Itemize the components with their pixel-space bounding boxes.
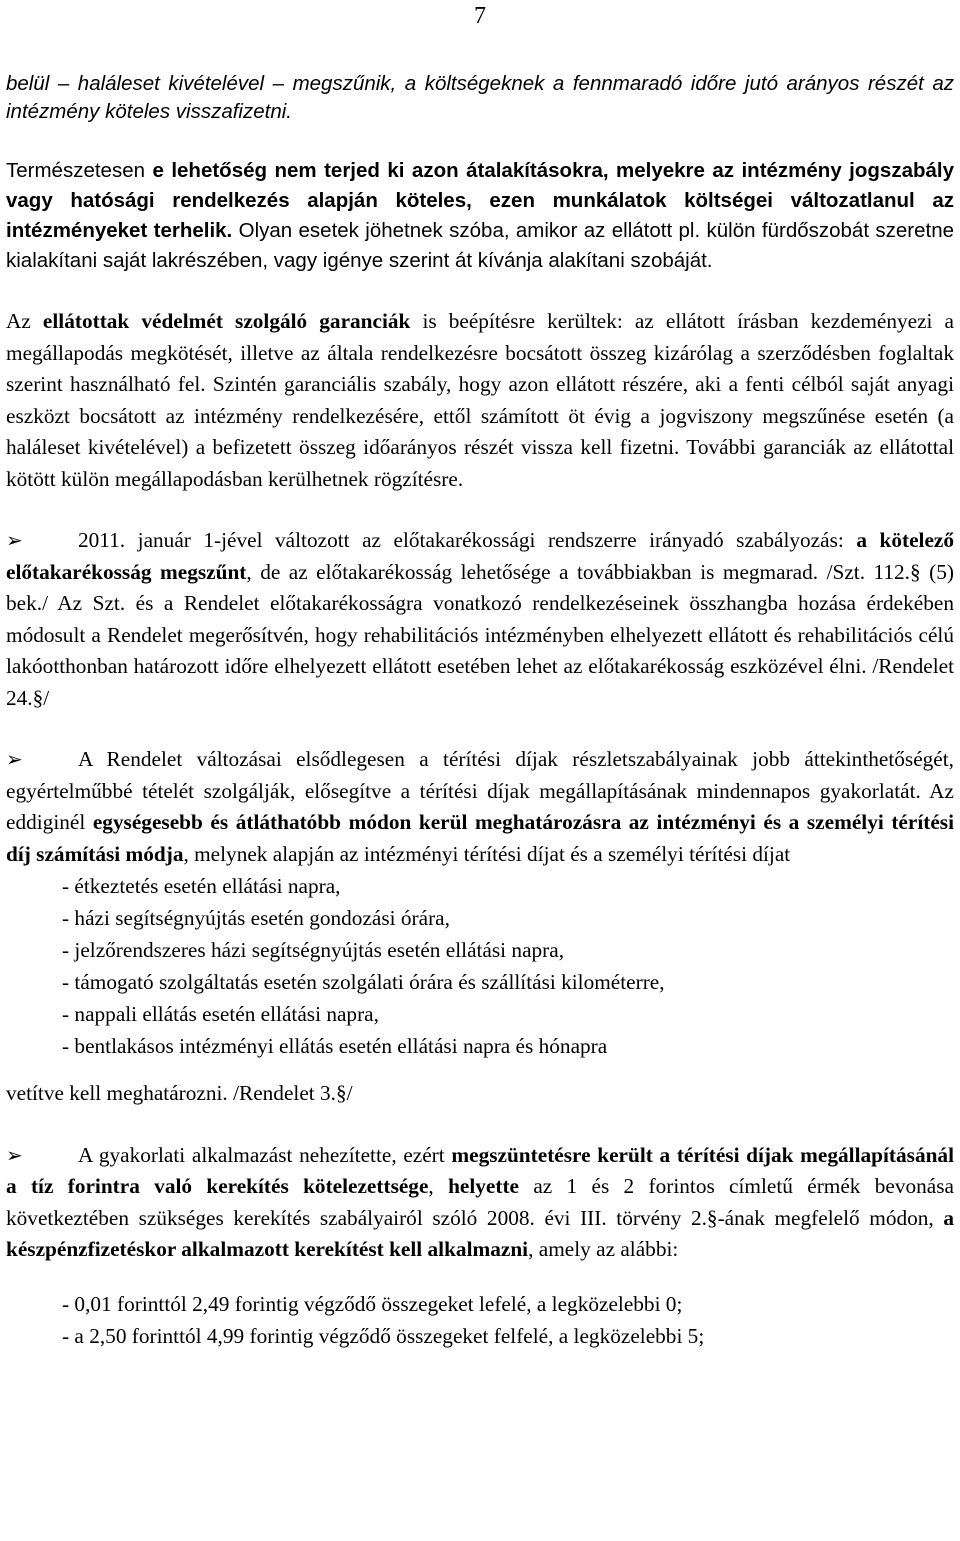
page-number: 7: [474, 3, 486, 29]
list-item: - bentlakásos intézményi ellátás esetén ellátási napra és hónapra: [62, 1034, 608, 1058]
list-item: - nappali ellátás esetén ellátási napra,: [62, 1002, 379, 1026]
text-run: Természetesen: [6, 159, 153, 182]
bold-text-run: e lehetőség nem terjed ki azon átalakításokra, melyekre az intézmény jogszabály vagy hatósági rendelkezés alapján köteles, ezen munkálatok költségei változatlanul az intézményeket terhelik.: [6, 159, 954, 242]
list-item: - jelzőrendszeres házi segítségnyújtás esetén ellátási napra,: [62, 938, 565, 962]
list-item: - a 2,50 forinttól 4,99 forintig végződő összegeket felfelé, a legközelebbi 5;: [62, 1323, 705, 1348]
arrow-bullet-icon: ➢: [6, 747, 23, 771]
text-run: , melynek alapján az intézményi térítési díjat és a személyi térítési díjat: [183, 841, 791, 866]
bold-text-run: a készpénzfizetéskor alkalmazott kerekítést kell alkalmazni: [6, 1205, 954, 1261]
text-run: , amely az alábbi:: [528, 1237, 679, 1261]
rounding-list: [6, 1288, 954, 1352]
arrow-bullet-icon: ➢: [6, 528, 23, 552]
arrow-bullet-icon: ➢: [6, 1142, 23, 1167]
list-item: - házi segítségnyújtás esetén gondozási órára,: [62, 906, 450, 930]
list-item: - támogató szolgáltatás esetén szolgálati órára és szállítási kilométerre,: [62, 970, 665, 994]
bullet-paragraph-rounding: [6, 1140, 954, 1266]
fee-basis-list: [6, 870, 954, 1062]
text-run: A Rendelet változásai elsődlegesen a térítési díjak részletszabályainak jobb áttekinthetőségét, egyértelműbbé tételét szolgálják, elősegítve a térítési díjak megállapításának mindennapos gyakorlatát. Az eddiginél: [6, 747, 954, 834]
text-run: az 1 és 2 forintos címletű érmék bevonása következtében szükséges kerekítés szabályairól szóló 2008. évi III. törvény 2.§-ának megfelelő módon,: [6, 1174, 954, 1230]
paragraph-guarantees: [6, 306, 954, 495]
document-body: [6, 70, 954, 1352]
bold-text-run: ellátottak védelmét szolgáló garanciák: [42, 309, 411, 333]
bold-text-run: a kötelező előtakarékosság megszűnt: [6, 528, 955, 584]
text-run: ,: [428, 1174, 449, 1198]
bold-text-run: helyette: [448, 1174, 520, 1198]
text-run: A gyakorlati alkalmazást nehezítette, ezért: [78, 1142, 452, 1167]
list-item: - étkeztetés esetén ellátási napra,: [62, 874, 341, 898]
text-run: 2011. január 1-jével változott az előtakarékossági rendszerre irányadó szabályozás:: [78, 528, 857, 552]
list-item: - 0,01 forinttól 2,49 forintig végződő összegeket lefelé, a legközelebbi 0;: [62, 1291, 683, 1316]
text-run: Az: [6, 309, 43, 333]
paragraph-tail: vetítve kell meghatározni. /Rendelet 3.§/: [6, 1081, 353, 1105]
text-run: , de az előtakarékosság lehetősége a továbbiakban is megmarad. /Szt. 112.§ (5) bek./ Az Szt. és a Rendelet előtakarékosságra vonatkozó rendelkezéseinek összhangba hozása érdekében módosult a Rendelet megerősítvén, hogy rehabilitációs intézményben elhelyezett ellátott és rehabilitációs célú lakóotthonban határozott időre elhelyezett ellátott esetében lehet az előtakarékosság eszközével élni. /Rendelet 24.§/: [6, 559, 954, 710]
paragraph-intro: belül – haláleset kivételével – megszűnik, a költségeknek a fennmaradó időre jutó arányos részét az intézmény köteles visszafizetni.: [6, 72, 954, 123]
bold-text-run: megszüntetésre került a térítési díjak megállapításánál a tíz forintra való kerekítés kötelezettsége: [6, 1142, 955, 1198]
text-run: Olyan esetek jöhetnek szóba, amikor az ellátott pl. külön fürdőszobát szeretne kialakítani saját lakrészében, vagy igénye szerint át kívánja alakítani szobáját.: [6, 219, 955, 272]
text-run: is beépítésre kerültek: az ellátott írásban kezdeményezi a megállapodás megkötését, illetve az általa rendelkezésre bocsátott összeg kizárólag a szerződésben foglaltak szerint használható fel. Szintén garanciális szabály, hogy azon ellátott részére, aki a fenti célból saját anyagi eszközt bocsátott az intézmény rendelkezésére, ettől számított öt évig a jogviszony megszűnése esetén (a haláleset kivételével) a befizetett összeg időarányos részét vissza kell fizetni. További garanciák az ellátottal kötött külön megállapodásban kerülhetnek rögzítésre.: [6, 309, 954, 491]
bold-text-run: egységesebb és átláthatóbb módon kerül meghatározásra az intézményi és a személyi térítési díj számítási módja: [6, 810, 954, 866]
bullet-paragraph-savings: [6, 525, 954, 714]
bullet-paragraph-fees: [6, 744, 954, 870]
paragraph-conversions: [6, 156, 954, 276]
